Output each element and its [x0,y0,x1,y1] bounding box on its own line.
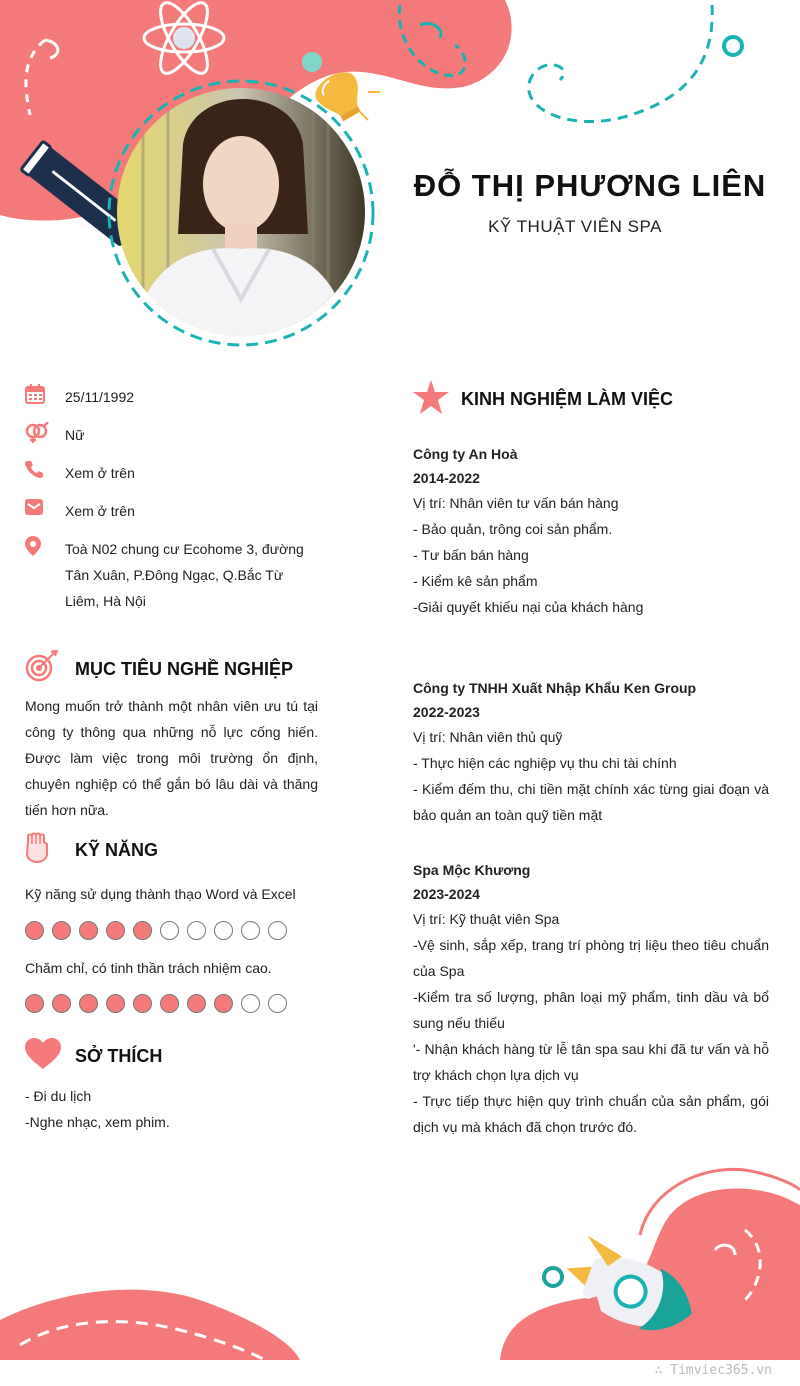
hobbies-heading [25,1038,162,1075]
fist-icon [25,832,75,869]
gender-icon [25,422,55,444]
job-line: '- Nhận khách hàng từ lễ tân spa sau khi đã tư vấn và hỗ trợ khách chọn lựa dịch vụ [413,1041,769,1083]
rating-dot-filled [79,921,98,940]
rating-dot-empty [268,921,287,940]
phone-value: Xem ở trên [65,465,135,481]
rating-dot-empty [214,921,233,940]
job-company: Công ty TNHH Xuất Nhập Khẩu Ken Group [413,680,697,696]
job-years: 2014-2022 [413,470,480,486]
rating-dot-filled [52,921,71,940]
job-years: 2022-2023 [413,704,480,720]
rating-dot-empty [241,994,260,1013]
job-line: -Kiểm tra số lượng, phân loại mỹ phẩm, tinh dầu và bổ sung nếu thiếu [413,989,769,1031]
job-company: Công ty An Hoà [413,446,518,462]
objective-heading [25,650,293,689]
hobby-item: -Nghe nhạc, xem phim. [25,1114,170,1130]
job-entry-2 [413,676,769,828]
skill-1-rating [25,921,287,940]
job-line: Vị trí: Nhân viên tư vấn bán hàng [413,495,619,511]
rating-dot-filled [133,921,152,940]
objective-heading-label: MỤC TIÊU NGHỀ NGHIỆP [75,659,294,679]
job-entry-3 [413,858,769,1140]
job-line: - Tư bấn bán hàng [413,547,529,563]
birthday-value: 25/11/1992 [65,389,135,405]
skills-heading [25,832,158,869]
info-birthday [25,384,325,410]
gender-value: Nữ [65,427,85,443]
job-line: -Giải quyết khiếu nại của khách hàng [413,599,644,615]
experience-heading [413,380,673,419]
email-value: Xem ở trên [65,503,135,519]
rating-dot-filled [25,994,44,1013]
candidate-name: ĐỖ THỊ PHƯƠNG LIÊN [413,168,767,203]
rating-dot-filled [160,994,179,1013]
skills-heading-label: KỸ NĂNG [75,840,159,860]
job-line: -Vệ sinh, sắp xếp, trang trí phòng trị liệu theo tiêu chuẩn của Spa [413,937,769,979]
calendar-icon [25,384,55,404]
rating-dot-filled [187,994,206,1013]
info-gender [25,422,325,448]
experience-heading-label: KINH NGHIỆM LÀM VIỆC [461,389,674,409]
rating-dot-filled [52,994,71,1013]
objective-text: Mong muốn trở thành một nhân viên ưu tú tại công ty thông qua những nỗ lực cống hiến. Được làm việc trong môi trường ổn định, chuyên nghiệp có thể gắn bó lâu dài và thăng tiến hơn nữa. [25,698,318,818]
rating-dot-filled [214,994,233,1013]
star-icon [413,380,461,419]
rating-dot-empty [268,994,287,1013]
job-years: 2023-2024 [413,886,480,902]
hobbies-list [25,1083,315,1135]
rating-dot-filled [25,921,44,940]
watermark-text: Timviec365.vn [670,1363,772,1378]
rating-dot-empty [241,921,260,940]
job-line: - Thực hiện các nghiệp vụ thu chi tài chính [413,755,677,771]
target-icon [25,650,75,689]
job-entry-1 [413,442,769,620]
rating-dot-empty [187,921,206,940]
skill-2-label: Chăm chỉ, có tinh thần trách nhiệm cao. [25,960,272,976]
phone-icon [25,460,55,478]
location-pin-icon [25,536,55,556]
job-line: Vị trí: Nhân viên thủ quỹ [413,729,563,745]
job-line: - Kiểm đếm thu, chi tiền mặt chính xác từng giai đoạn và bảo quản an toàn quỹ tiền mặt [413,781,769,823]
job-line: Vị trí: Kỹ thuật viên Spa [413,911,560,927]
hobby-item: - Đi du lịch [25,1088,92,1104]
info-phone [25,460,325,486]
job-company: Spa Mộc Khương [413,862,531,878]
job-line: - Trực tiếp thực hiện quy trình chuẩn của sản phẩm, gói dịch vụ mà khách đã chọn trước đó. [413,1093,769,1135]
heart-icon [25,1038,75,1075]
email-icon [25,498,55,516]
skill-2-rating [25,994,287,1013]
info-address [25,536,325,614]
rating-dot-filled [106,921,125,940]
hobbies-heading-label: SỞ THÍCH [75,1046,163,1066]
rating-dot-filled [79,994,98,1013]
info-email [25,498,325,524]
job-title: KỸ THUẬT VIÊN SPA [488,217,662,236]
rating-dot-filled [133,994,152,1013]
rating-dot-filled [106,994,125,1013]
skill-1-label: Kỹ năng sử dụng thành thạo Word và Excel [25,886,296,902]
watermark: ∴ Timviec365.vn [654,1363,772,1378]
address-value: Toà N02 chung cư Ecohome 3, đường Tân Xuân, P.Đông Ngạc, Q.Bắc Từ Liêm, Hà Nội [65,541,304,609]
job-line: - Bảo quản, trông coi sản phẩm. [413,521,613,537]
job-line: - Kiểm kê sản phẩm [413,573,538,589]
rating-dot-empty [160,921,179,940]
profile-photo [113,84,369,340]
